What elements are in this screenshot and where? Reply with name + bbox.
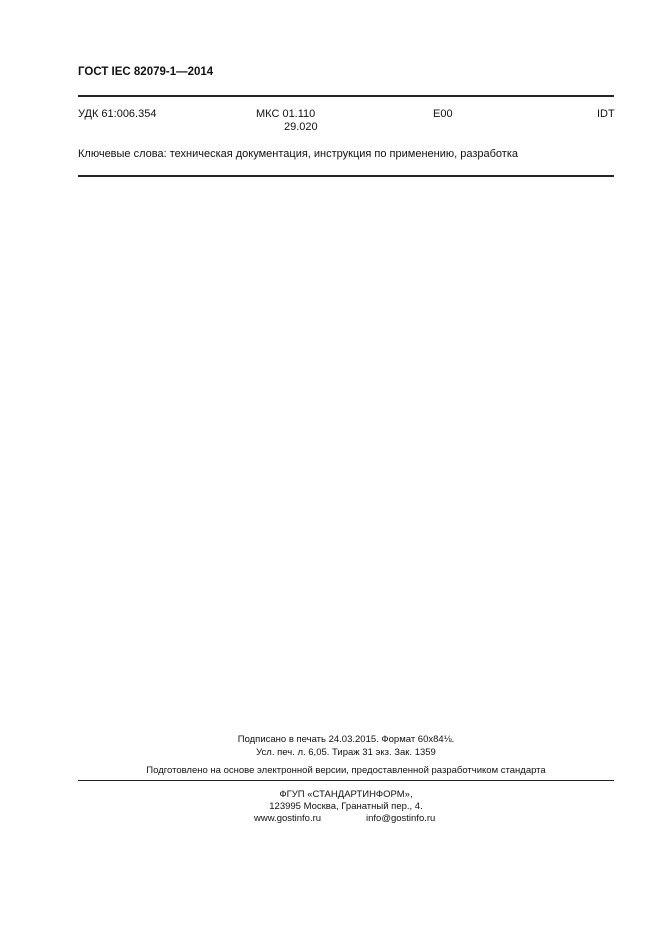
mks-code-secondary: 29.020 — [284, 121, 318, 133]
publisher-email[interactable]: info@gostinfo.ru — [366, 813, 436, 824]
mks-code-primary: МКС 01.110 — [256, 108, 316, 120]
publisher-website[interactable]: www.gostinfo.ru — [254, 813, 322, 824]
top-divider — [78, 95, 614, 97]
keywords: Ключевые слова: техническая документация, инструкция по применению, разработка — [78, 148, 519, 160]
standard-number: ГОСТ IEC 82079-1—2014 — [78, 66, 214, 78]
publisher-name: ФГУП «СТАНДАРТИНФОРМ», — [279, 789, 413, 800]
prepared-note: Подготовлено на основе электронной версии, предоставленной разработчиком стандарта — [146, 765, 546, 776]
classification-code: Е00 — [433, 108, 453, 120]
publisher-address: 123995 Москва, Гранатный пер., 4. — [269, 801, 423, 812]
signed-to-print: Подписано в печать 24.03.2015. Формат 60x84⅛. — [237, 734, 455, 745]
keywords-divider — [78, 175, 614, 177]
udc-code: УДК 61:006.354 — [78, 108, 157, 120]
print-info: Усл. печ. л. 6,05. Тираж 31 экз. Зак. 1359 — [256, 747, 436, 758]
equivalence-code: IDT — [597, 108, 615, 120]
imprint-divider — [78, 780, 614, 781]
